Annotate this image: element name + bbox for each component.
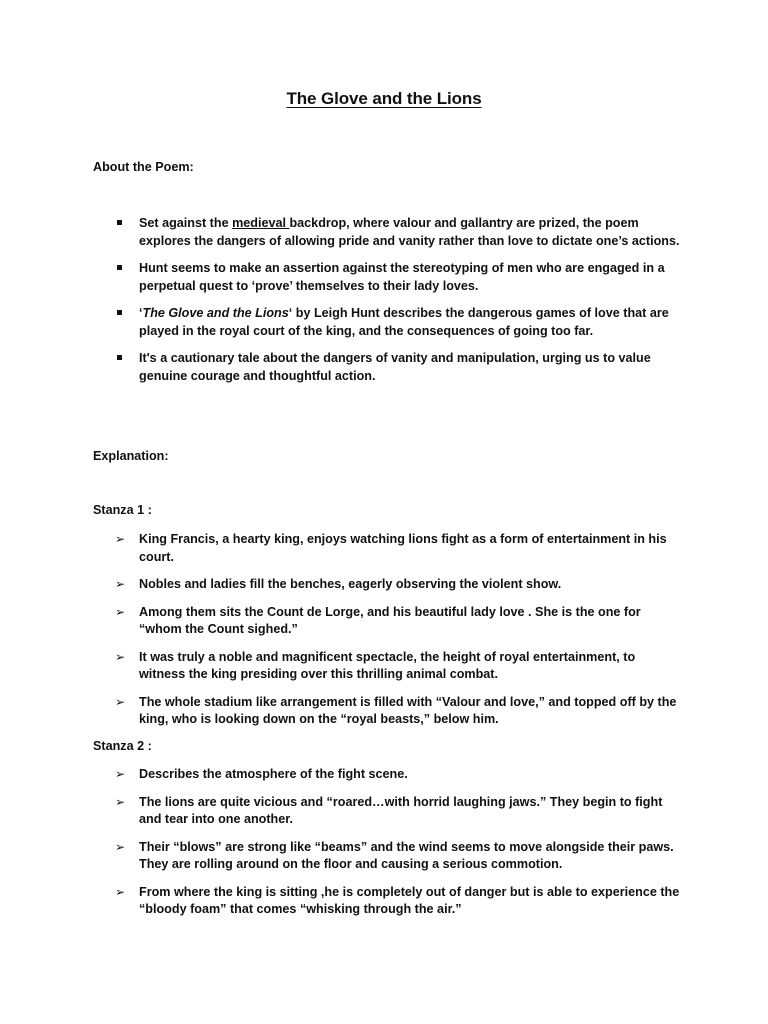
arrow-bullet-icon: ➢ (115, 532, 126, 546)
arrow-bullet-icon: ➢ (115, 794, 126, 809)
list-item: ➢ From where the king is sitting ,he is completely out of danger but is able to experience the “bloody foam” that comes “whisking through the air.” (115, 884, 680, 916)
list-item: ➢ Describes the atmosphere of the fight scene. (0, 766, 768, 784)
poem-title-italic: The Glove and the Lions (142, 306, 289, 320)
list-item: ➢ It was truly a noble and magnificent spectacle, the height of royal entertainment, to witness the king presiding over this thrilling animal combat. (115, 649, 636, 681)
arrow-bullet-icon: ➢ (115, 884, 126, 899)
stanza2-list (0, 766, 768, 929)
list-item: Set against the medieval backdrop, where valour and gallantry are prized, the poem explores the dangers of allowing pride and vanity rather than love to dictate one’s actions. (0, 215, 768, 250)
square-bullet-icon (117, 310, 122, 315)
list-item: ➢ Among them sits the Count de Lorge, and his beautiful lady love . She is the one for “whom the Count sighed.” (115, 604, 641, 636)
about-list (0, 215, 768, 395)
underlined-word: medieval (232, 216, 290, 230)
square-bullet-icon (117, 265, 122, 270)
list-item: ➢ The whole stadium like arrangement is filled with “Valour and love,” and topped off by the king, who is looking down on the “royal beasts,” below him. (115, 694, 677, 726)
arrow-bullet-icon: ➢ (115, 767, 126, 781)
list-item: Hunt seems to make an assertion against the stereotyping of men who are engaged in a perpetual quest to ‘prove’ themselves to their lady loves. (0, 260, 768, 295)
stanza1-heading: Stanza 1 : (93, 503, 152, 517)
list-item: ‘The Glove and the Lions‘ by Leigh Hunt describes the dangerous games of love that are played in the royal court of the king, and the consequences of going too far. (0, 305, 768, 340)
list-item: ➢ Nobles and ladies fill the benches, eagerly observing the violent show. (0, 576, 768, 594)
list-item: ➢ King Francis, a hearty king, enjoys watching lions fight as a form of entertainment in his court. (115, 532, 667, 564)
arrow-bullet-icon: ➢ (115, 839, 126, 854)
arrow-bullet-icon: ➢ (115, 604, 126, 619)
square-bullet-icon (117, 355, 122, 360)
list-item: ➢ The lions are quite vicious and “roared…with horrid laughing jaws.” They begin to fight and tear into one another. (115, 794, 663, 826)
arrow-bullet-icon: ➢ (115, 577, 126, 591)
explanation-heading: Explanation: (93, 449, 169, 463)
square-bullet-icon (117, 220, 122, 225)
stanza2-heading: Stanza 2 : (93, 739, 152, 753)
document-title: The Glove and the Lions (286, 89, 482, 108)
list-item: It's a cautionary tale about the dangers of vanity and manipulation, urging us to value genuine courage and thoughtful action. (0, 350, 768, 385)
stanza1-list (0, 531, 768, 739)
list-item: ➢ Their “blows” are strong like “beams” and the wind seems to move alongside their paws. They are rolling around on the floor and causing a serious commotion. (115, 839, 674, 871)
about-heading: About the Poem: (93, 160, 194, 174)
arrow-bullet-icon: ➢ (115, 694, 126, 709)
arrow-bullet-icon: ➢ (115, 649, 126, 664)
